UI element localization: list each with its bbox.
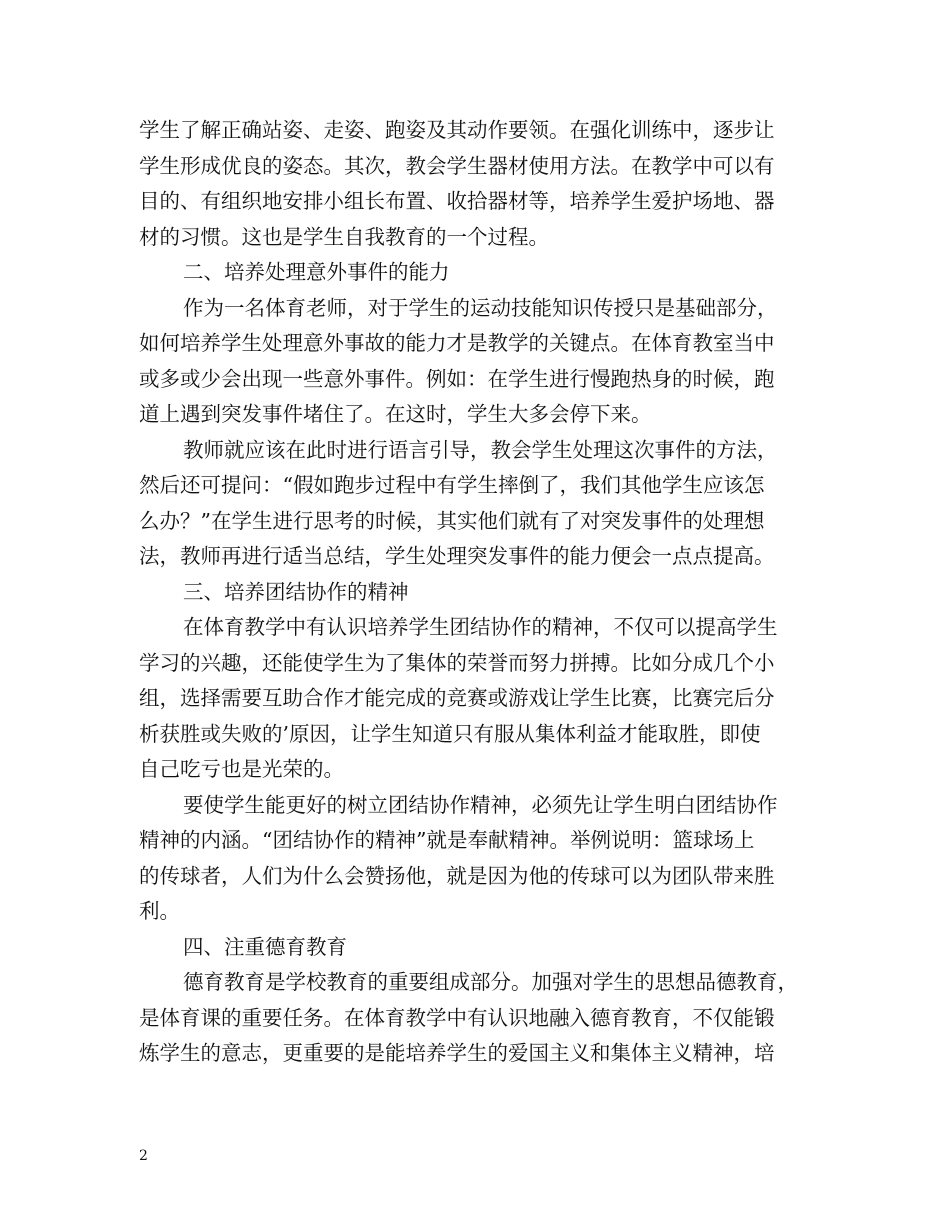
text-line: 如何培养学生处理意外事故的能力才是教学的关键点。在体育教室当中 xyxy=(139,331,775,355)
text-line: 作为一名体育老师，对于学生的运动技能知识传授只是基础部分， xyxy=(183,295,778,320)
text-line: 二、培养处理意外事件的能力 xyxy=(183,260,450,284)
text-line: 教师就应该在此时进行语言引导，教会学生处理这次事件的方法， xyxy=(183,437,778,462)
text-line: 的传球者，人们为什么会赞扬他，就是因为他的传球可以为团队带来胜 xyxy=(139,863,775,888)
text-line: 德育教育是学校教育的重要组成部分。加强对学生的思想品德教育， xyxy=(183,970,798,994)
text-line: 四、注重德育教育 xyxy=(183,934,347,959)
text-line: 学生了解正确站姿、走姿、跑姿及其动作要领。在强化训练中，逐步让 xyxy=(139,118,775,142)
text-line: 材的习惯。这也是学生自我教育的一个过程。 xyxy=(139,224,549,249)
text-line: 学习的兴趣，还能使学生为了集体的荣誉而努力拼搏。比如分成几个小 xyxy=(139,650,775,675)
text-line: 学生形成优良的姿态。其次，教会学生器材使用方法。在教学中可以有 xyxy=(139,153,775,178)
text-line: 或多或少会出现一些意外事件。例如：在学生进行慢跑热身的时候，跑 xyxy=(139,366,775,391)
text-line: 析获胜或失败的’原因，让学生知道只有服从集体利益才能取胜，即使 xyxy=(139,721,761,746)
body-text xyxy=(139,113,814,1072)
text-line: 然后还可提问：“假如跑步过程中有学生摔倒了，我们其他学生应该怎 xyxy=(139,473,765,497)
text-line: 道上遇到突发事件堵住了。在这时，学生大多会停下来。 xyxy=(139,402,652,426)
text-line: 法，教师再进行适当总结，学生处理突发事件的能力便会一点点提高。 xyxy=(139,544,775,568)
text-line: 精神的内涵。“团结协作的精神”就是奉献精神。举例说明：篮球场上 xyxy=(139,828,755,852)
text-line: 炼学生的意志，更重要的是能培养学生的爱国主义和集体主义精神，培 xyxy=(139,1041,775,1065)
text-line: 自己吃亏也是光荣的。 xyxy=(139,757,344,781)
text-line: 目的、有组织地安排小组长布置、收拾器材等，培养学生爱护场地、器 xyxy=(139,189,775,213)
text-line: 么办？”在学生进行思考的时候，其实他们就有了对突发事件的处理想 xyxy=(139,508,765,533)
text-line: 利。 xyxy=(139,899,180,923)
text-line: 要使学生能更好的树立团结协作精神，必须先让学生明白团结协作 xyxy=(183,792,778,817)
page-number: 2 xyxy=(139,1148,148,1164)
text-line: 组，选择需要互助合作才能完成的竞赛或游戏让学生比赛，比赛完后分 xyxy=(139,686,775,710)
text-line: 三、培养团结协作的精神 xyxy=(183,579,409,604)
text-line: 在体育教学中有认识培养学生团结协作的精神，不仅可以提高学生 xyxy=(183,615,778,639)
text-line: 是体育课的重要任务。在体育教学中有认识地融入德育教育，不仅能锻 xyxy=(139,1005,775,1030)
